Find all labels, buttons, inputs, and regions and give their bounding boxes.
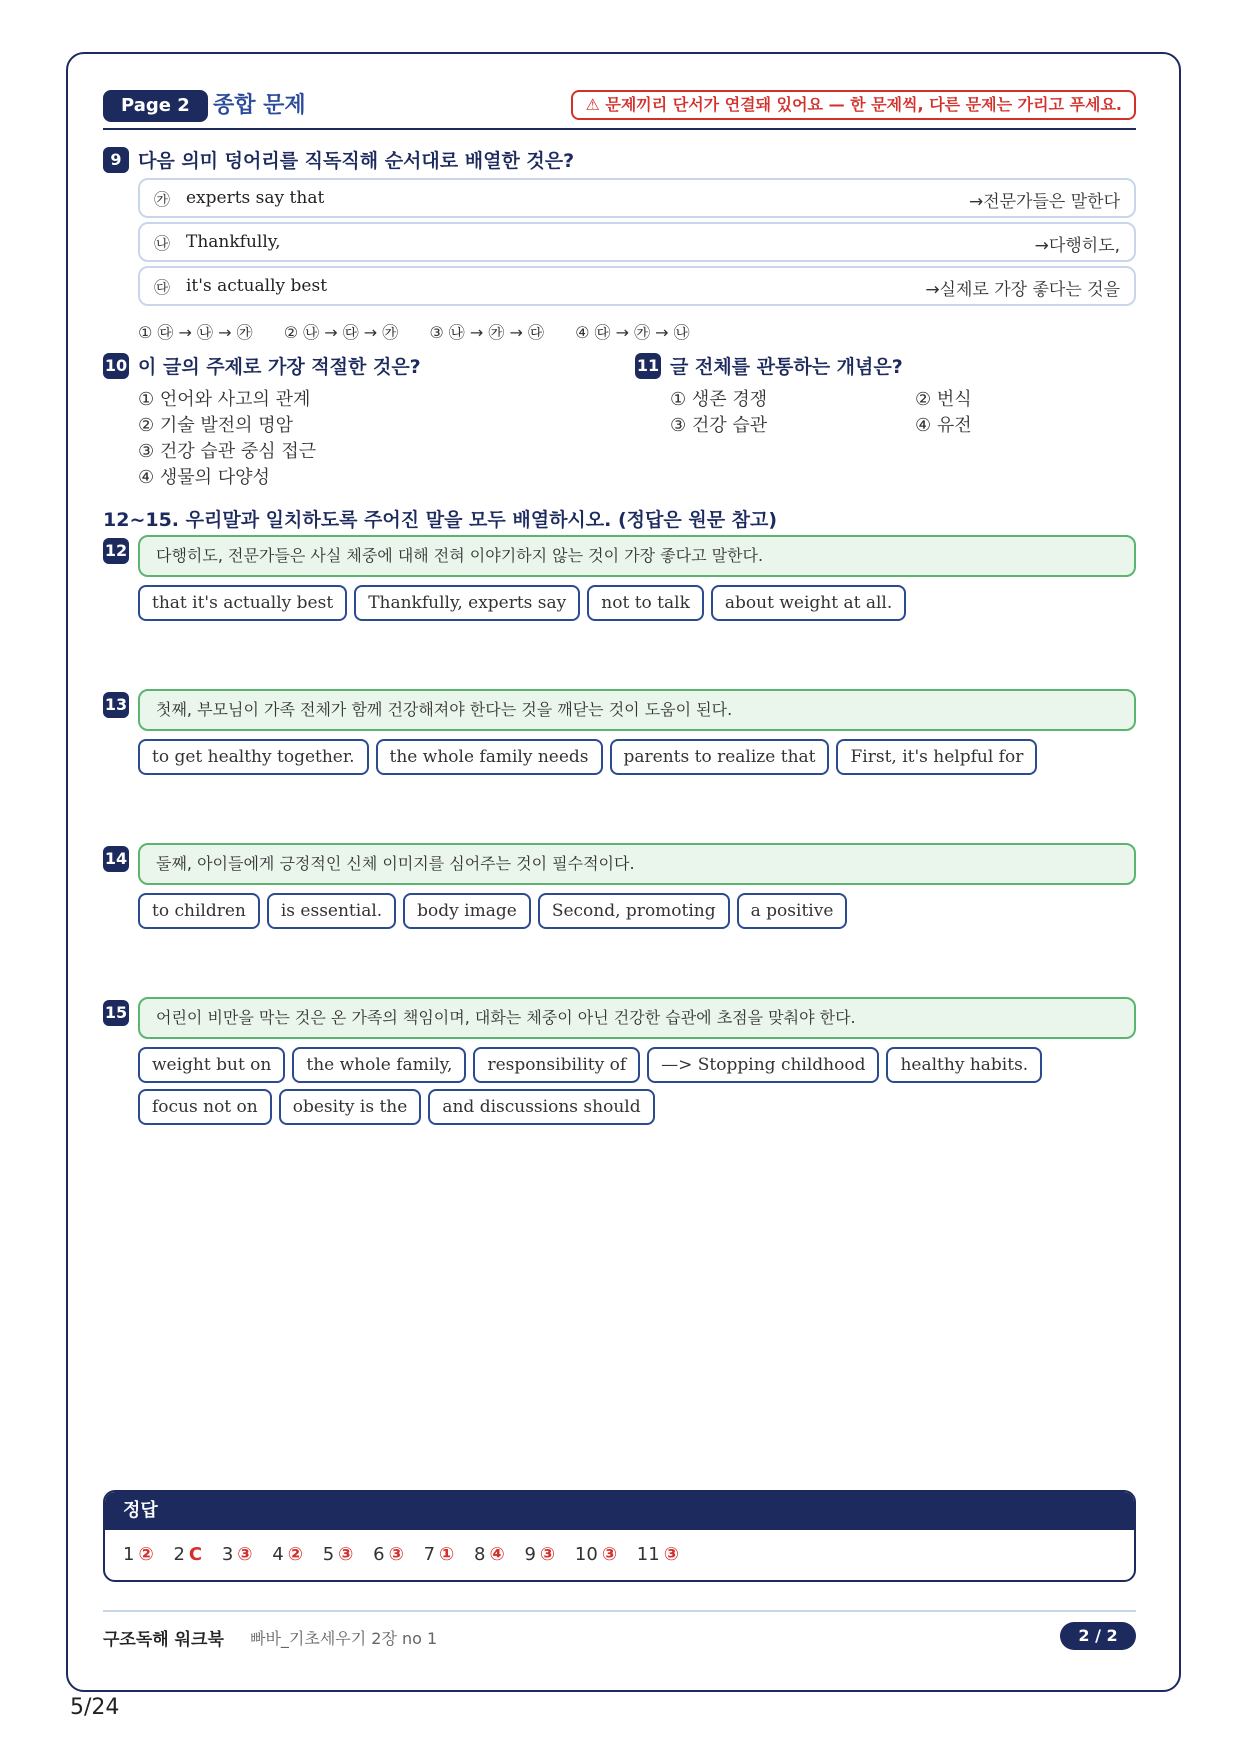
answer-number: 2 (173, 1544, 185, 1565)
page-header (103, 90, 1136, 130)
answer-item (474, 1544, 505, 1565)
word-chip[interactable]: to children (138, 893, 260, 929)
chunk-row (138, 178, 1136, 218)
answer-item (424, 1544, 455, 1565)
answer-item (373, 1544, 404, 1565)
answer-number: 7 (423, 1544, 436, 1565)
question-number-10: 10 (103, 353, 129, 379)
chunk-mark: ㉯ (154, 234, 171, 253)
word-bank (138, 739, 1138, 775)
question-10-title: 이 글의 주제로 가장 적절한 것은? (138, 356, 421, 378)
word-chip[interactable]: about weight at all. (711, 585, 906, 621)
word-chip[interactable]: weight but on (138, 1047, 285, 1083)
option-4[interactable]: ④ ㉰ → ㉮ → ㉯ (575, 323, 690, 342)
word-chip[interactable]: not to talk (587, 585, 704, 621)
word-chip[interactable]: Thankfully, experts say (354, 585, 580, 621)
answer-value: ③ (663, 1544, 679, 1565)
footer-page-indicator: 2 / 2 (1060, 1622, 1136, 1650)
answer-value: ③ (388, 1544, 404, 1565)
option-3[interactable]: ③ ㉯ → ㉮ → ㉰ (429, 323, 544, 342)
answer-value: ④ (489, 1544, 505, 1565)
question-number-13: 13 (103, 692, 129, 718)
chunk-row (138, 222, 1136, 262)
answer-item (173, 1544, 202, 1565)
chunk-english: experts say that (186, 188, 325, 208)
question-9-options (138, 320, 716, 343)
answer-value: C (188, 1544, 203, 1565)
chunk-mark: ㉮ (154, 190, 171, 209)
word-bank (138, 585, 1138, 621)
page-title: 종합 문제 (213, 93, 306, 118)
chunk-korean: →전문가들은 말한다 (968, 192, 1120, 212)
answer-number: 11 (636, 1544, 660, 1565)
answer-value: ② (138, 1544, 154, 1565)
word-chip[interactable]: healthy habits. (886, 1047, 1042, 1083)
word-chip[interactable]: focus not on (138, 1089, 272, 1125)
word-chip[interactable]: responsibility of (473, 1047, 640, 1083)
question-number-15: 15 (103, 1000, 129, 1026)
answer-list (105, 1530, 1134, 1580)
word-chip[interactable]: to get healthy together. (138, 739, 369, 775)
question-number-9: 9 (103, 147, 129, 173)
word-chip[interactable]: body image (403, 893, 531, 929)
option-3[interactable]: ③ 건강 습관 (670, 415, 768, 436)
answer-item (637, 1544, 679, 1565)
page-label-pill: Page 2 (103, 90, 208, 122)
answer-number: 1 (123, 1544, 135, 1565)
document-page-counter: 5/24 (70, 1695, 120, 1720)
chunk-mark: ㉰ (154, 278, 171, 297)
question-11-title: 글 전체를 관통하는 개념은? (670, 356, 903, 378)
word-bank (138, 893, 1138, 929)
answer-value: ② (287, 1544, 303, 1565)
word-chip[interactable]: —> Stopping childhood (647, 1047, 879, 1083)
word-chip[interactable]: First, it's helpful for (836, 739, 1037, 775)
answer-number: 8 (474, 1544, 486, 1565)
word-chip[interactable]: and discussions should (428, 1089, 654, 1125)
answer-number: 6 (373, 1544, 385, 1565)
warning-banner: ⚠ 문제끼리 단서가 연결돼 있어요 — 한 문제씩, 다른 문제는 가리고 푸세요. (571, 90, 1136, 120)
answer-item (323, 1544, 354, 1565)
word-chip[interactable]: a positive (737, 893, 848, 929)
option-1[interactable]: ① 언어와 사고의 관계 (138, 389, 311, 410)
answer-value: ③ (338, 1544, 354, 1565)
chunk-row (138, 266, 1136, 306)
answer-key (103, 1490, 1136, 1582)
footer-divider (103, 1610, 1136, 1612)
footer-workbook-title: 구조독해 워크북 (103, 1630, 224, 1650)
answer-item (222, 1544, 253, 1565)
question-9-title: 다음 의미 덩어리를 직독직해 순서대로 배열한 것은? (138, 150, 575, 172)
word-chip[interactable]: is essential. (267, 893, 396, 929)
answer-item (272, 1544, 303, 1565)
chunk-korean: →다행히도, (1034, 236, 1120, 256)
answer-key-title: 정답 (105, 1492, 1134, 1530)
section-title: 12~15. 우리말과 일치하도록 주어진 말을 모두 배열하시오. (정답은 원문 참고) (103, 509, 778, 531)
option-1[interactable]: ① 생존 경쟁 (670, 389, 768, 410)
word-chip[interactable]: the whole family needs (376, 739, 603, 775)
option-1[interactable]: ① ㉰ → ㉯ → ㉮ (138, 323, 253, 342)
word-chip[interactable]: parents to realize that (610, 739, 830, 775)
word-chip[interactable]: obesity is the (279, 1089, 422, 1125)
word-chip[interactable]: the whole family, (292, 1047, 466, 1083)
word-chip[interactable]: Second, promoting (538, 893, 730, 929)
option-2[interactable]: ② 번식 (915, 389, 972, 410)
option-4[interactable]: ④ 유전 (915, 415, 972, 436)
korean-sentence-box: 첫째, 부모님이 가족 전체가 함께 건강해져야 한다는 것을 깨닫는 것이 도움이 된다. (138, 689, 1136, 731)
answer-number: 5 (322, 1544, 335, 1565)
question-number-11: 11 (635, 353, 661, 379)
answer-number: 9 (524, 1544, 536, 1565)
chunk-english: Thankfully, (186, 232, 281, 252)
answer-value: ③ (237, 1544, 253, 1565)
word-chip[interactable]: that it's actually best (138, 585, 347, 621)
chunk-korean: →실제로 가장 좋다는 것을 (925, 280, 1120, 300)
korean-sentence-box: 다행히도, 전문가들은 사실 체중에 대해 전혀 이야기하지 않는 것이 가장 좋다고 말한다. (138, 535, 1136, 577)
korean-sentence-box: 어린이 비만을 막는 것은 온 가족의 책임이며, 대화는 체중이 아닌 건강한 습관에 초점을 맞춰야 한다. (138, 997, 1136, 1039)
option-2[interactable]: ② 기술 발전의 명암 (138, 415, 294, 436)
option-2[interactable]: ② ㉯ → ㉰ → ㉮ (283, 323, 399, 342)
korean-sentence-box: 둘째, 아이들에게 긍정적인 신체 이미지를 심어주는 것이 필수적이다. (138, 843, 1136, 885)
answer-item (123, 1544, 154, 1565)
word-bank (138, 1047, 1138, 1125)
answer-value: ③ (539, 1544, 556, 1565)
answer-item (524, 1544, 555, 1565)
question-number-12: 12 (103, 538, 129, 564)
answer-value: ③ (601, 1544, 618, 1565)
option-3[interactable]: ③ 건강 습관 중심 접근 (138, 441, 317, 462)
answer-number: 3 (221, 1544, 234, 1565)
answer-value: ① (439, 1544, 455, 1565)
answer-item (575, 1544, 617, 1565)
chunk-english: it's actually best (186, 276, 328, 296)
footer-subtitle: 빠바_기초세우기 2장 no 1 (250, 1629, 438, 1648)
option-4[interactable]: ④ 생물의 다양성 (138, 467, 270, 488)
answer-number: 4 (272, 1544, 284, 1565)
answer-number: 10 (574, 1544, 598, 1565)
question-number-14: 14 (103, 846, 129, 872)
